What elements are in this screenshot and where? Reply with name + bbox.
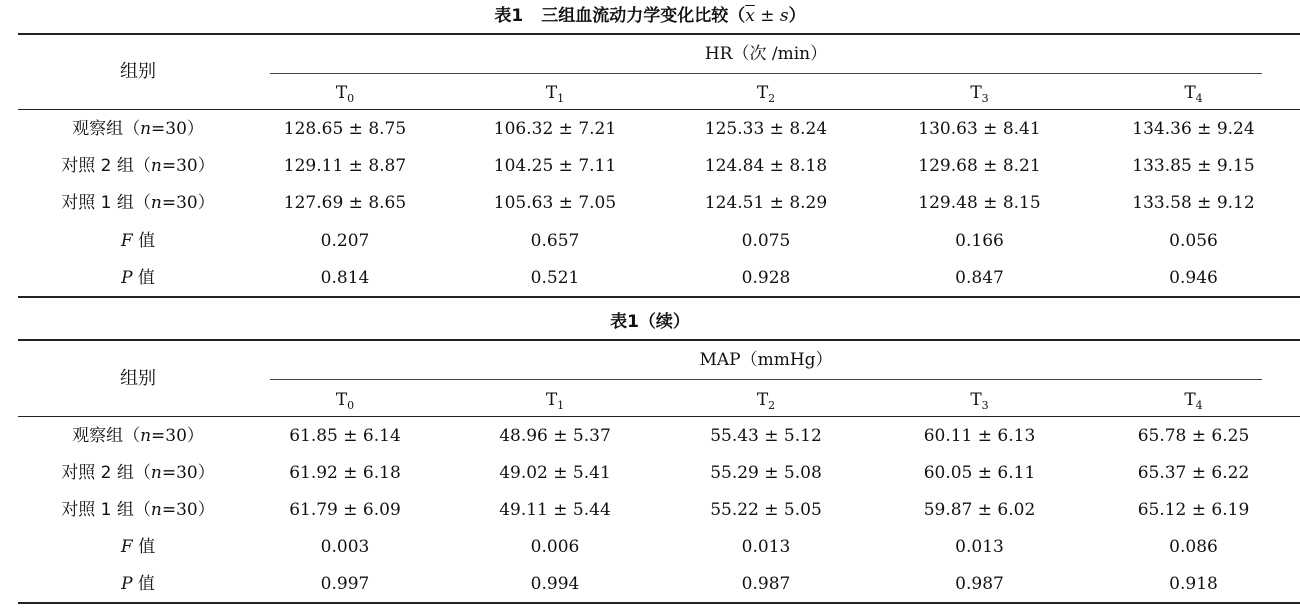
- table-cell: 65.37 ± 6.22: [1137, 463, 1250, 483]
- table2-span-rule: [270, 379, 1262, 380]
- table2-row-label: [18, 424, 258, 448]
- table-cell: 0.918: [1169, 574, 1218, 594]
- table1-col-header: [450, 81, 660, 105]
- table-cell: 0.814: [320, 268, 370, 288]
- col-head-main: T: [1184, 83, 1196, 103]
- table2-col-header: [240, 388, 450, 412]
- row-label-text: 值: [132, 268, 155, 288]
- col-head-sub: 2: [768, 92, 776, 105]
- col-head-sub: 1: [557, 92, 565, 105]
- row-label-text: 值: [132, 231, 156, 251]
- table-cell: 0.166: [955, 231, 1004, 251]
- row-label-stat: P: [121, 574, 133, 594]
- row-label-n: n: [150, 463, 162, 483]
- table-cell: 61.79 ± 6.09: [289, 500, 401, 520]
- table2-bottom-rule: [18, 602, 1300, 604]
- table1-span-header: HR（次 /min）: [704, 44, 828, 64]
- table-cell: 49.02 ± 5.41: [499, 463, 611, 483]
- table1-title: [0, 4, 1300, 28]
- table1-title-xbar: $\overline{x}$: [745, 6, 755, 26]
- table-cell: 48.96 ± 5.37: [499, 426, 611, 446]
- table-cell: 124.84 ± 8.18: [704, 156, 828, 176]
- row-label-stat: F: [120, 537, 133, 557]
- table2-row-label: [18, 498, 258, 522]
- table2-span-header: MAP（mmHg）: [699, 350, 833, 370]
- col-head-main: T: [970, 83, 982, 103]
- table-cell: 55.29 ± 5.08: [710, 463, 822, 483]
- table-cell: 133.85 ± 9.15: [1132, 156, 1255, 176]
- table-cell: 59.87 ± 6.02: [923, 500, 1036, 520]
- row-label-count: =30）: [161, 193, 215, 213]
- table2-row-label: [18, 535, 258, 559]
- table-cell: 128.65 ± 8.75: [283, 119, 407, 139]
- table-cell: 129.48 ± 8.15: [918, 193, 1041, 213]
- table-cell: 0.987: [955, 574, 1004, 594]
- table-cell: 133.58 ± 9.12: [1132, 193, 1255, 213]
- col-head-sub: 1: [557, 399, 565, 412]
- table-cell: 130.63 ± 8.41: [918, 119, 1041, 139]
- table-cell: 127.69 ± 8.65: [283, 193, 407, 213]
- row-label-n: n: [150, 156, 162, 176]
- table-cell: 129.68 ± 8.21: [918, 156, 1041, 176]
- row-label-stat: F: [120, 231, 133, 251]
- table-cell: 0.003: [320, 537, 370, 557]
- table-cell: 0.847: [955, 268, 1004, 288]
- table1-title-close: ）: [788, 6, 806, 26]
- col-head-main: T: [970, 390, 982, 410]
- row-label-text: 对照 1 组（: [61, 193, 151, 213]
- table1-row-label: [18, 117, 258, 141]
- row-label-text: 值: [132, 574, 155, 594]
- table-cell: 61.92 ± 6.18: [289, 463, 401, 483]
- row-label-text: 值: [132, 537, 156, 557]
- table2-header-rule: [18, 416, 1300, 417]
- table-cell: 0.657: [530, 231, 580, 251]
- table1-row-label: [18, 191, 258, 215]
- table-cell: 0.013: [741, 537, 791, 557]
- table1-col-header: [660, 81, 872, 105]
- table-cell: 61.85 ± 6.14: [289, 426, 401, 446]
- table1-group-header: 组别: [120, 61, 156, 82]
- table-cell: 0.997: [320, 574, 370, 594]
- table1-row-label: [18, 229, 258, 253]
- row-label-n: n: [150, 500, 162, 520]
- row-label-count: =30）: [161, 500, 215, 520]
- table-cell: 0.946: [1169, 268, 1218, 288]
- col-head-main: T: [335, 83, 348, 103]
- table1-title-num: 表1: [494, 6, 524, 26]
- table1-title-pm: ± s: [754, 6, 789, 26]
- col-head-main: T: [1184, 390, 1196, 410]
- table1-bottom-rule: [18, 296, 1300, 298]
- table1-header-rule: [18, 109, 1300, 110]
- table-cell: 55.43 ± 5.12: [710, 426, 822, 446]
- row-label-count: =30）: [151, 426, 204, 446]
- table-cell: 0.207: [320, 231, 370, 251]
- table1-col-header: [240, 81, 450, 105]
- table-cell: 55.22 ± 5.05: [710, 500, 822, 520]
- col-head-sub: 2: [768, 399, 776, 412]
- table-cell: 60.05 ± 6.11: [923, 463, 1036, 483]
- table2-col-header: [872, 388, 1087, 412]
- table1-title-text: 三组血流动力学变化比较（: [541, 6, 746, 26]
- table-cell: 0.075: [741, 231, 791, 251]
- row-label-n: n: [140, 119, 152, 139]
- col-head-sub: 3: [981, 399, 989, 412]
- table2-row-label: [18, 572, 258, 596]
- table-cell: 0.987: [741, 574, 791, 594]
- row-label-n: n: [150, 193, 162, 213]
- table-cell: 104.25 ± 7.11: [493, 156, 617, 176]
- col-head-sub: 4: [1195, 399, 1203, 412]
- table-cell: 0.006: [530, 537, 580, 557]
- table-cell: 65.12 ± 6.19: [1137, 500, 1250, 520]
- row-label-text: 对照 1 组（: [61, 500, 151, 520]
- table1-col-header: [1087, 81, 1300, 105]
- row-label-text: 对照 2 组（: [61, 463, 151, 483]
- row-label-text: 观察组（: [72, 426, 141, 446]
- table-cell: 0.521: [530, 268, 580, 288]
- col-head-main: T: [545, 83, 558, 103]
- table2-col-header: [450, 388, 660, 412]
- row-label-n: n: [140, 426, 152, 446]
- table2-top-rule: [18, 339, 1300, 341]
- col-head-sub: 3: [981, 92, 989, 105]
- col-head-main: T: [545, 390, 558, 410]
- table-cell: 60.11 ± 6.13: [923, 426, 1036, 446]
- table-cell: 124.51 ± 8.29: [704, 193, 828, 213]
- table1-col-header: [872, 81, 1087, 105]
- table-cell: 134.36 ± 9.24: [1132, 119, 1255, 139]
- row-label-count: =30）: [151, 119, 204, 139]
- table-cell: 129.11 ± 8.87: [283, 156, 407, 176]
- row-label-text: 观察组（: [72, 119, 141, 139]
- table2-group-header: 组别: [120, 368, 156, 389]
- table1-span-rule: [270, 73, 1262, 74]
- row-label-text: 对照 2 组（: [61, 156, 151, 176]
- table1-row-label: [18, 154, 258, 178]
- col-head-sub: 0: [347, 92, 355, 105]
- table-cell: 106.32 ± 7.21: [493, 119, 617, 139]
- col-head-main: T: [756, 390, 769, 410]
- table-cell: 0.928: [741, 268, 791, 288]
- row-label-stat: P: [121, 268, 133, 288]
- col-head-main: T: [756, 83, 769, 103]
- table2-title: 表1（续）: [610, 312, 690, 332]
- col-head-sub: 4: [1195, 92, 1203, 105]
- row-label-count: =30）: [161, 156, 215, 176]
- table-cell: 105.63 ± 7.05: [493, 193, 617, 213]
- col-head-main: T: [335, 390, 348, 410]
- table2-col-header: [1087, 388, 1300, 412]
- table-cell: 0.056: [1169, 231, 1218, 251]
- table-cell: 0.994: [530, 574, 580, 594]
- col-head-sub: 0: [347, 399, 355, 412]
- table1-top-rule: [18, 33, 1300, 35]
- table-cell: 65.78 ± 6.25: [1137, 426, 1250, 446]
- table2-col-header: [660, 388, 872, 412]
- table2-row-label: [18, 461, 258, 485]
- table-cell: 125.33 ± 8.24: [704, 119, 828, 139]
- row-label-count: =30）: [161, 463, 215, 483]
- table1-row-label: [18, 266, 258, 290]
- table-cell: 0.086: [1169, 537, 1218, 557]
- table-cell: 49.11 ± 5.44: [499, 500, 611, 520]
- table-cell: 0.013: [955, 537, 1004, 557]
